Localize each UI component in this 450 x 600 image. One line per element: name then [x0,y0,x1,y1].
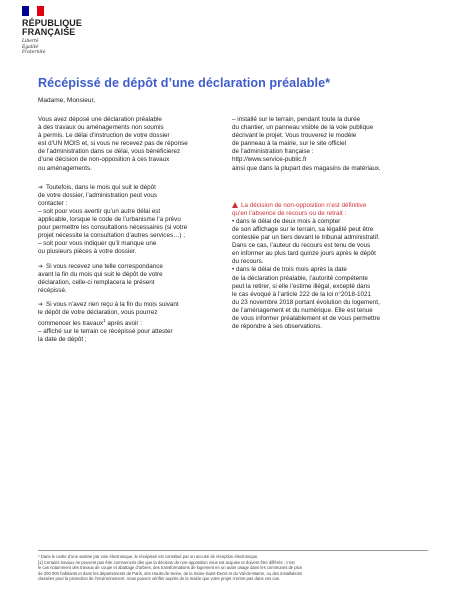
warning-paragraph [232,202,432,218]
appeal-bullet: • dans le délai de deux mois à compter de son affichage sur le terrain, sa légalité peut être contestée par un tiers devant le tribunal administratif. Dans ce cas, l’auteur du recours est tenu de vous en informer au plus tard quinze jours après le dépôt du recours. [232,217,380,266]
contact-text: Toutefois, dans le mois qui suit le dépôt de votre dossier, l’administration peut vous contacter : [38,183,158,207]
footnote-1: [1] Certains travaux ne peuvent pas être commencés dès que la décision de non-opposition vous est acquise et doivent être différés : c’est le cas notamment des travaux de coupe et abattage d’arbres, des transformations de logement en un autre usage dans les communes de plus de 200 000 habitants et dans les départements de Paris, des Hauts-de-Seine, de la Seine-Saint-Denis et du Val-de-Marne, ou des installations classées pour la protection de l’environnement. Vous pouvez vérifier auprès de la mairie que votre projet n’entre pas dans ces cas. [38,559,303,582]
footnotes [38,554,430,582]
page-title: Récépissé de dépôt d’une déclaration préalable* [38,76,331,90]
intro-paragraph: Vous avez déposé une déclaration préalable à des travaux ou aménagements non soumis à permis. Le délai d’instruction de votre dossier est d’UN MOIS et, si vous ne recevez pas de réponse de l’administration dans ce délai, vous bénéficierez d’une décision de non-opposition à ces travaux ou aménagements. [38,116,188,172]
display-receipt-item: – affiché sur le terrain ce récépissé pour attester la date de dépôt ; [38,328,173,344]
republique-francaise-logo [22,6,102,56]
contact-option-missing: – soit pour vous indiquer qu’il manque une ou plusieurs pièces à votre dossier. [38,240,157,256]
start-works-text: Si vous n’avez rien reçu à la fin du mois suivant le dépôt de votre déclaration, vous pourrez commencer les travaux [38,300,179,328]
french-flag-icon [22,6,44,16]
footnote-divider [38,550,428,551]
correspondence-paragraph [38,263,230,295]
start-works-paragraph [38,301,230,328]
logo-name: RÉPUBLIQUE FRANÇAISE [22,18,83,37]
contact-paragraph [38,184,230,208]
flag-red [37,6,44,16]
contact-option-delay: – soit pour vous avertir qu’un autre délai est applicable, lorsque le code de l’urbanisme l’a prévu pour permettre les consultations nécessaires (si votre projet nécessite la consultation d’autres services…) ; [38,207,188,240]
start-works-text-end: après avoir : [105,320,143,328]
warning-icon [232,202,238,208]
arrow-right-icon: ➔ [38,184,44,191]
flag-blue [22,6,29,16]
right-column [232,116,432,331]
left-column [38,116,230,344]
panel-paragraph: – installé sur le terrain, pendant toute la durée du chantier, un panneau visible de la voie publique décrivant le projet. Vous trouverez le modèle de panneau à la mairie, sur le site officiel de l’administration française : http://www.service-public.fr ainsi que dans la plupart des magasins de matériaux. [232,116,381,172]
correspondence-text: Si vous recevez une telle correspondance avant la fin du mois qui suit le dépôt de votre déclaration, celle-ci remplacera le présent récépissé. [38,262,163,294]
arrow-right-icon: ➔ [38,301,44,308]
footnote-ref[interactable]: 1 [103,318,106,324]
greeting: Madame, Monsieur, [38,97,96,104]
withdrawal-bullet: • dans le délai de trois mois après la date de la déclaration préalable, l’autorité compétente peut la retirer, si elle l’estime illégal, excepté dans le cas évoqué à l’article 222 de la loi n°2018-1021 du 23 novembre 2018 portant évolution du logement, de l’aménagement et du numérique. Elle est tenue de vous informer préalablement et de vous permettre de répondre à ses observations. [232,266,381,331]
arrow-right-icon: ➔ [38,263,44,270]
warning-text: La décision de non-opposition n’est définitive qu’en l’absence de recours ou de retrait : [232,201,367,217]
footnote-electronic: * Dans le cadre d’une saisine par voie électronique, le récépissé est constitué par un accusé de réception électronique. [38,554,259,559]
flag-white [29,6,36,16]
logo-motto: Liberté Égalité Fraternité [22,39,46,55]
